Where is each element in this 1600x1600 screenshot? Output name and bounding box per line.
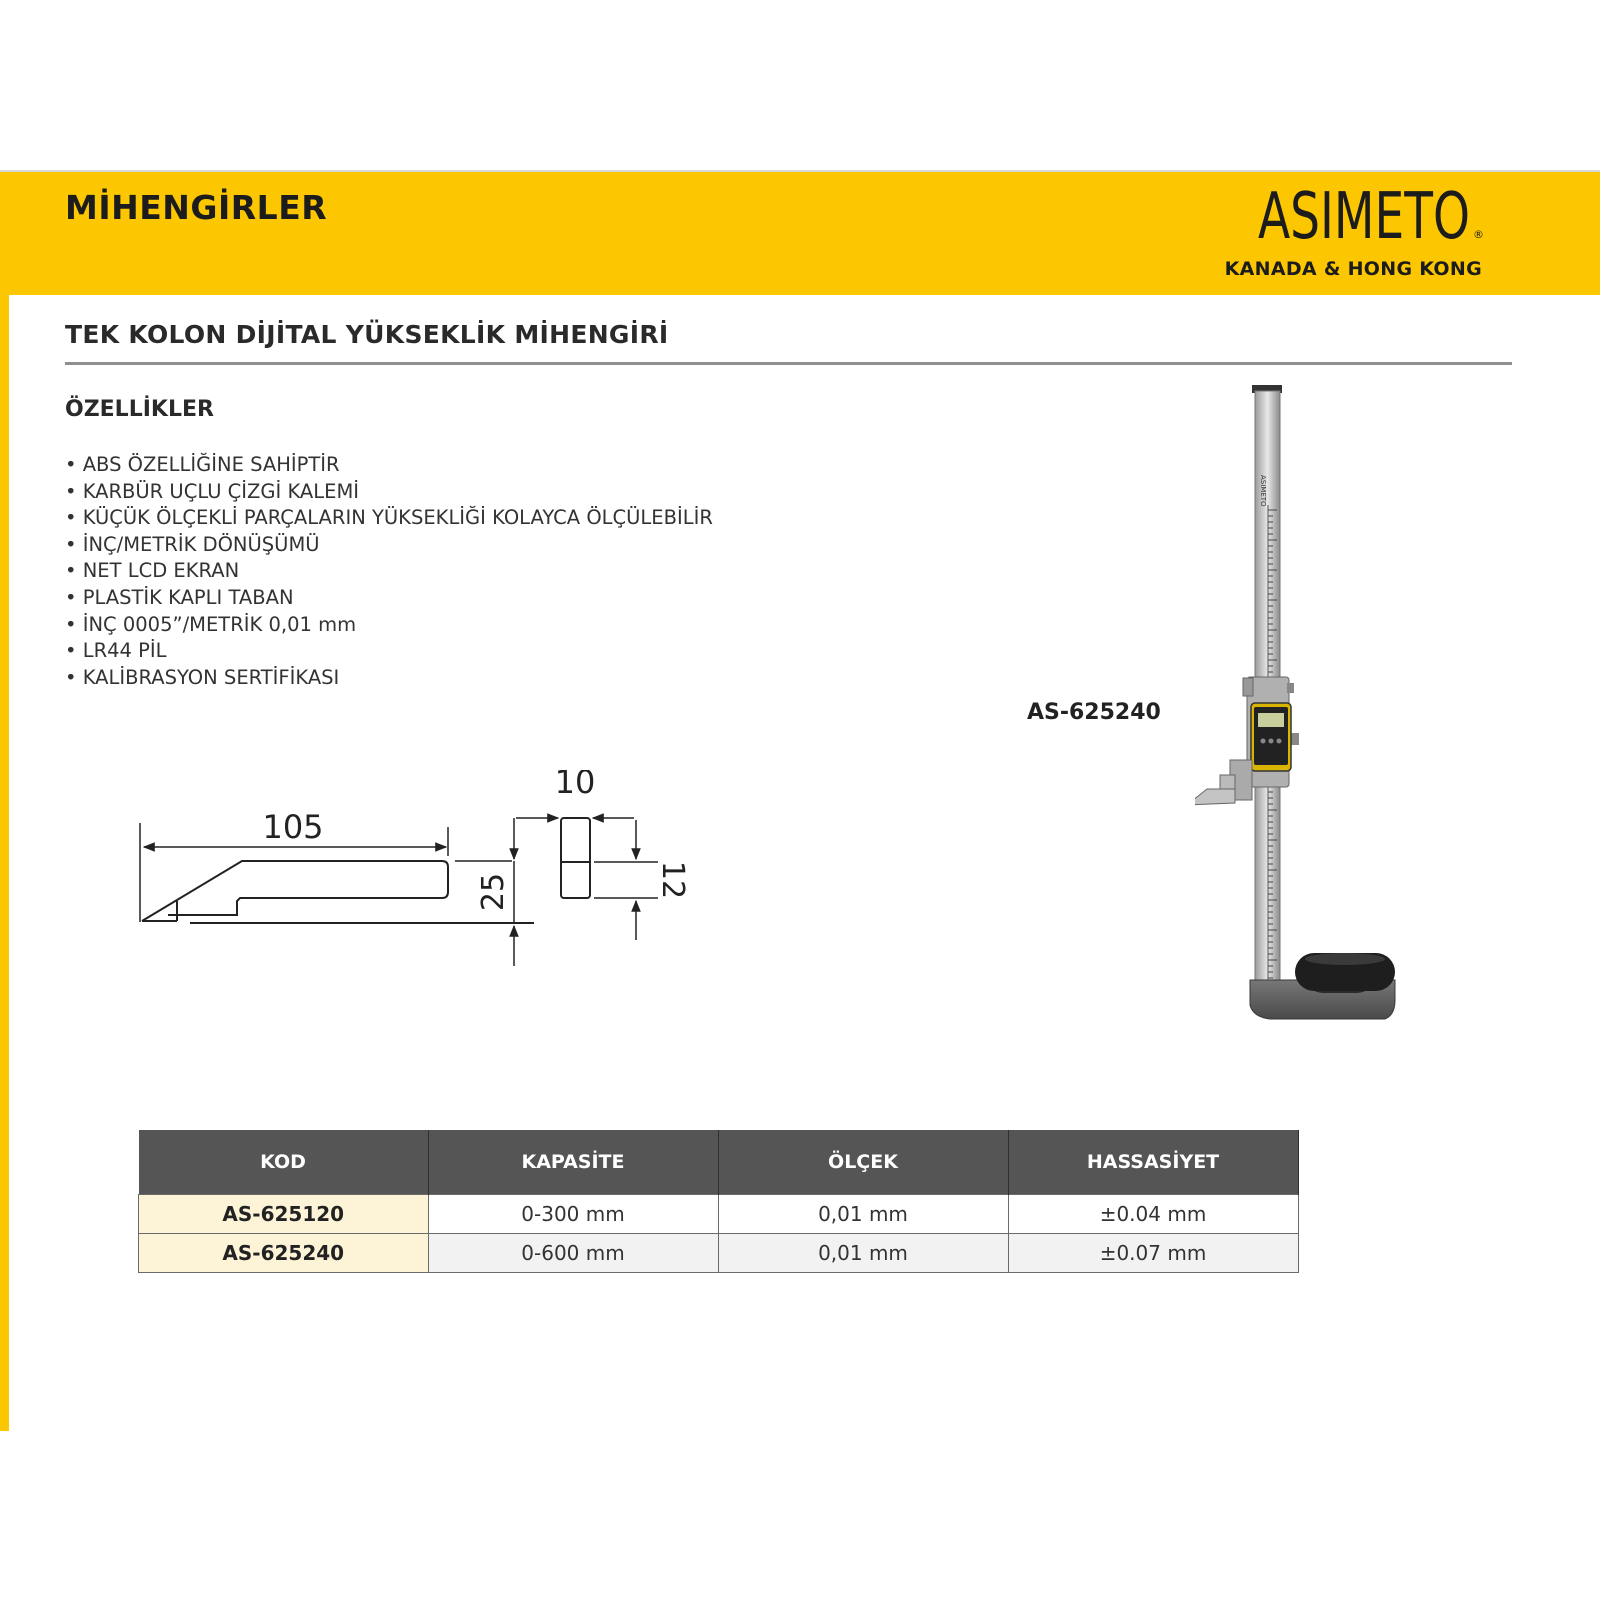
height-dimension-label: 25 [476, 872, 511, 912]
feature-item: • LR44 PİL [65, 638, 713, 665]
length-dimension-label: 105 [262, 808, 324, 846]
feature-item: • PLASTİK KAPLI TABAN [65, 585, 713, 612]
feature-item: • NET LCD EKRAN [65, 558, 713, 585]
capacity-cell: 0-600 mm [428, 1234, 718, 1273]
scriber-outline [142, 861, 448, 921]
features-heading: ÖZELLİKLER [65, 397, 214, 422]
resolution-cell: 0,01 mm [718, 1234, 1008, 1273]
column-header-resolution: ÖLÇEK [718, 1130, 1008, 1195]
title-divider [65, 362, 1512, 365]
feature-item: • KARBÜR UÇLU ÇİZGİ KALEMİ [65, 479, 713, 506]
capacity-cell: 0-300 mm [428, 1195, 718, 1234]
product-title: TEK KOLON DİJİTAL YÜKSEKLİK MİHENGİRİ [65, 320, 669, 349]
brand-logo [1258, 176, 1488, 256]
table-row [139, 1195, 1299, 1234]
feature-item: • KÜÇÜK ÖLÇEKLİ PARÇALARIN YÜKSEKLİĞİ KOLAYCA ÖLÇÜLEBİLİR [65, 505, 713, 532]
accuracy-cell: ±0.07 mm [1008, 1234, 1298, 1273]
width-dimension-label: 10 [554, 770, 596, 801]
feature-item: • İNÇ 0005”/METRİK 0,01 mm [65, 612, 713, 639]
category-title: MİHENGİRLER [65, 188, 328, 227]
column-header-capacity: KAPASİTE [428, 1130, 718, 1195]
feature-item: • İNÇ/METRİK DÖNÜŞÜMÜ [65, 532, 713, 559]
height-gauge-photo [1195, 385, 1425, 1035]
model-label: AS-625240 [1027, 700, 1161, 725]
feature-item: • KALİBRASYON SERTİFİKASI [65, 665, 713, 692]
brand-subtitle: KANADA & HONG KONG [1224, 258, 1482, 280]
accuracy-cell: ±0.04 mm [1008, 1195, 1298, 1234]
brand-name: ASIMETO [1258, 180, 1470, 254]
product-code-cell: AS-625120 [139, 1195, 429, 1234]
gauge-scriber [1195, 789, 1235, 805]
column-header-accuracy: HASSASİYET [1008, 1130, 1298, 1195]
table-header-row [139, 1130, 1299, 1195]
scriber-dimension-drawing [130, 770, 720, 990]
header-banner [0, 170, 1600, 295]
thickness-dimension-label: 12 [655, 860, 690, 900]
feature-list [65, 452, 713, 691]
column-header-code: KOD [139, 1130, 429, 1195]
table-row [139, 1234, 1299, 1273]
resolution-cell: 0,01 mm [718, 1195, 1008, 1234]
specification-table [138, 1130, 1299, 1273]
cross-section [561, 818, 590, 898]
column-engraving: ASIMETO [1259, 475, 1267, 507]
product-code-cell: AS-625240 [139, 1234, 429, 1273]
left-accent-stripe [0, 293, 9, 1431]
registered-mark: ® [1473, 228, 1484, 241]
feature-item: • ABS ÖZELLİĞİNE SAHİPTİR [65, 452, 713, 479]
